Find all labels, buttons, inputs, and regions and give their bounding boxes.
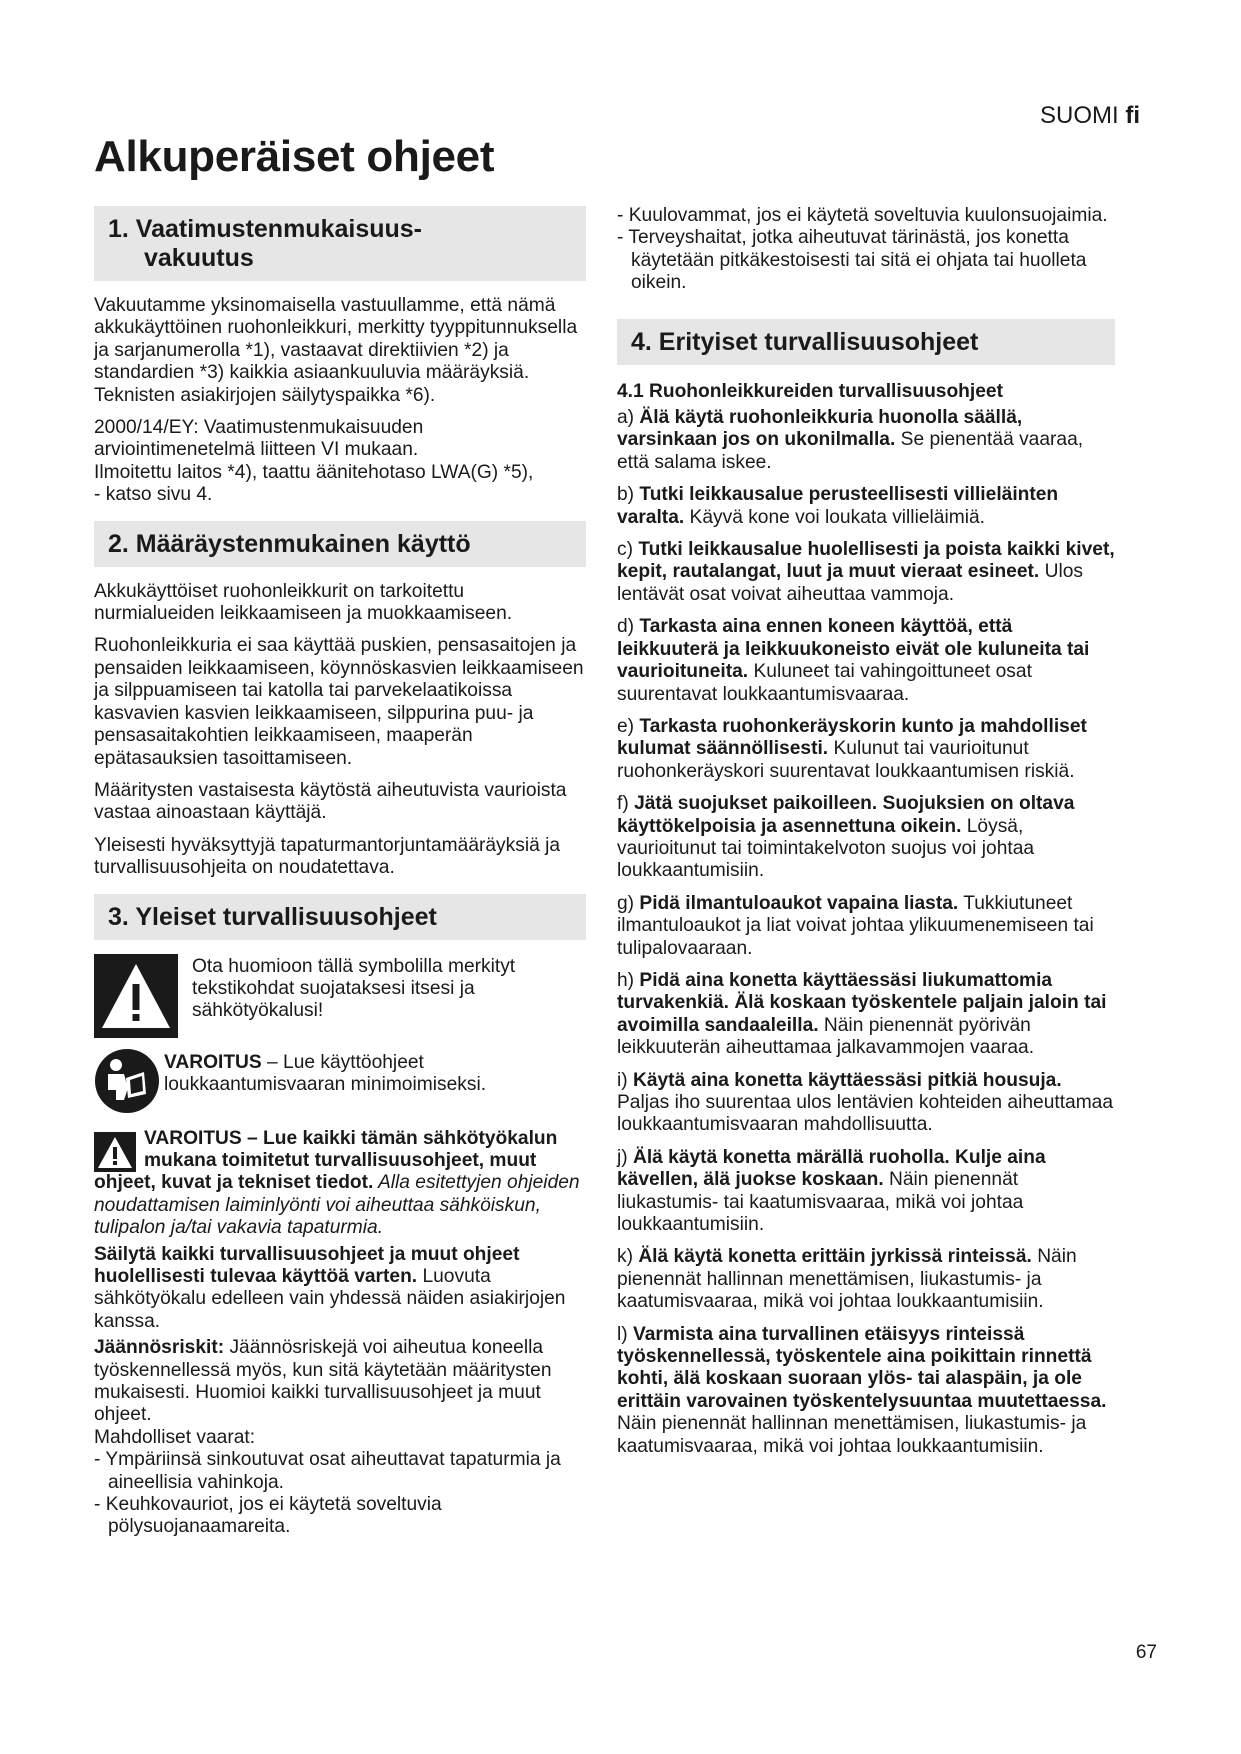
item-prefix: a) xyxy=(617,407,640,429)
section-4-1-heading: 4.1 Ruohonleikkureiden turvallisuusohjeet xyxy=(617,380,1003,402)
item-text: Näin pienennät hallinnan menettämisen, liukastumis- ja kaatumisvaaraa, mikä voi johtaa loukkaantumisiin. xyxy=(617,1246,1077,1313)
residual-risks-text: Jäännösriskejä voi aiheutua koneella työskennellessä myös, kun sitä käytetään määritysten mukaisesti. Huomioi kaikki turvallisuusohjeet ja muut ohjeet. xyxy=(94,1337,552,1426)
safety-item-a xyxy=(617,407,1115,474)
item-bold: Tarkasta ruohonkeräyskorin kunto ja mahdolliset kulumat säännöllisesti. xyxy=(617,715,1087,760)
item-text: Näin pienennät pyörivän leikkuuterän aiheuttamaa jalkavammojen vaaraa. xyxy=(617,1014,1035,1059)
general-warning-paragraph xyxy=(94,1128,586,1240)
item-prefix: d) xyxy=(617,616,640,638)
item-prefix: i) xyxy=(617,1069,633,1091)
notified-body-line: Ilmoitettu laitos *4), taattu äänitehotaso LWA(G) *5), xyxy=(94,461,534,483)
section-1-heading-line1: 1. Vaatimustenmukaisuus- xyxy=(108,215,423,243)
section-3-heading: 3. Yleiset turvallisuusohjeet xyxy=(94,894,586,940)
keep-instructions-text: Luovuta sähkötyökalu edelleen vain yhdessä näiden asiakirjojen kanssa. xyxy=(94,1265,566,1332)
safety-item-i xyxy=(617,1070,1115,1137)
warning-small-icon xyxy=(94,1132,136,1172)
item-bold: Tarkasta aina ennen koneen käyttöä, että leikkuuterä ja leikkuukoneisto eivät ole kuluneita tai vaurioituneita. xyxy=(617,616,1090,683)
keep-instructions-bold: Säilytä kaikki turvallisuusohjeet ja muut ohjeet huolellisesti tulevaa käyttöä varten. xyxy=(94,1243,520,1287)
directive-line: 2000/14/EY: Vaatimustenmukaisuuden arviointimenetelmä liitteen VI mukaan. xyxy=(94,417,424,461)
section-2-paragraph-4: Yleisesti hyväksyttyjä tapaturmantorjuntamääräyksiä ja turvallisuusohjeita on noudatettava. xyxy=(94,834,561,879)
warning-symbol-block xyxy=(94,954,586,1036)
item-prefix: c) xyxy=(617,539,639,561)
section-1-paragraph: Vakuutamme yksinomaisella vastuullamme, että nämä akkukäyttöinen ruohonleikkuri, merkitty tyyppitunnuksella ja sarjanumerolla *1), vastaavat direktiivien *2) ja standardien *3) kaikkia asiaankuuluvia määräyksiä. Teknisten asiakirjojen säilytyspaikka *6). xyxy=(94,295,578,406)
item-bold: Tutki leikkausalue huolellisesti ja poista kaikki kivet, kepit, rautalangat, luut ja muut vieraat esineet. xyxy=(617,539,1115,583)
read-warning-text: – Lue käyttöohjeet loukkaantumisvaaran minimoimiseksi. xyxy=(164,1051,487,1095)
safety-item-j xyxy=(617,1147,1115,1237)
section-1-heading xyxy=(94,206,586,281)
safety-item-d xyxy=(617,616,1115,706)
general-warning-italic: Alla esitettyjen ohjeiden noudattamisen laiminlyönti voi aiheuttaa sähköiskun, tulipalon ja/tai vakavia tapaturmia. xyxy=(94,1172,580,1239)
residual-risks-paragraph xyxy=(94,1337,586,1427)
see-page-line: - katso sivu 4. xyxy=(94,484,213,506)
item-text: Ulos lentävät osat voivat aiheuttaa vammoja. xyxy=(617,561,1083,605)
language-label xyxy=(1040,102,1140,130)
item-prefix: h) xyxy=(617,969,640,991)
item-text: Tukkiutuneet ilmantuloaukot ja liat voivat johtaa ylikuumenemiseen tai tulipalovaaraan. xyxy=(617,892,1094,959)
item-bold: Käytä aina konetta käyttäessäsi pitkiä housuja. xyxy=(632,1069,1062,1091)
item-prefix: j) xyxy=(617,1146,633,1168)
item-bold: Tutki leikkausalue perusteellisesti villieläinten varalta. xyxy=(617,484,1059,528)
read-manual-block xyxy=(94,1048,586,1118)
read-warning-label: VAROITUS xyxy=(164,1051,262,1073)
section-2-paragraph-2: Ruohonleikkuria ei saa käyttää puskien, pensasaitojen ja pensaiden leikkaamiseen, köynnöskasvien leikkaamiseen ja silppuamiseen tai katolla tai parvekelaatikoissa kasvavien kasvien leikkaamiseen, silppurina puu- ja pensasaitakohtien leikkaamiseen, maaperän epätasauksien tasoittamiseen. xyxy=(94,635,584,769)
item-text: Näin pienennät hallinnan menettämisen, liukastumis- ja kaatumisvaaraa, mikä voi johtaa loukkaantumisiin. xyxy=(617,1413,1087,1457)
section-2-paragraph-1: Akkukäyttöiset ruohonleikkurit on tarkoitettu nurmialueiden leikkaamiseen ja muokkaamiseen. xyxy=(94,580,513,625)
section-2-heading: 2. Määräystenmukainen käyttö xyxy=(94,521,586,567)
hazards-label: Mahdolliset vaarat: xyxy=(94,1426,256,1448)
item-bold: Jätä suojukset paikoilleen. Suojuksien on oltava käyttökelpoisia ja asennettuna oikein. xyxy=(617,793,1075,837)
read-manual-icon xyxy=(94,1048,160,1114)
left-column xyxy=(94,206,586,1539)
safety-item-e xyxy=(617,716,1115,783)
safety-item-b xyxy=(617,484,1115,529)
hazard-item: - Terveyshaitat, jotka aiheutuvat tärinästä, jos konetta käytetään pitkäkestoisesti tai sitä ei ohjata tai huolleta oikein. xyxy=(617,227,1087,294)
section-2-paragraph-3: Määritysten vastaisesta käytöstä aiheutuvista vaurioista vastaa ainoastaan käyttäjä. xyxy=(94,779,567,824)
keep-instructions-paragraph xyxy=(94,1244,586,1334)
right-column xyxy=(617,205,1115,1468)
item-bold: Älä käytä ruohonleikkuria huonolla säällä, varsinkaan jos on ukonilmalla. xyxy=(617,407,1023,451)
safety-item-k xyxy=(617,1246,1115,1313)
item-prefix: e) xyxy=(617,715,640,737)
language-code: fi xyxy=(1125,102,1140,129)
page-title: Alkuperäiset ohjeet xyxy=(94,132,495,181)
item-text: Kuluneet tai vahingoittuneet osat suurentavat loukkaantumisvaaraa. xyxy=(617,661,1032,705)
warning-triangle-icon xyxy=(94,954,178,1038)
language-name: SUOMI xyxy=(1039,102,1119,129)
item-prefix: k) xyxy=(617,1246,639,1268)
safety-item-c xyxy=(617,539,1115,606)
section-1-directive xyxy=(94,417,586,507)
item-prefix: g) xyxy=(617,892,640,914)
read-manual-text xyxy=(164,1048,586,1097)
hazard-item: - Keuhkovauriot, jos ei käytetä soveltuvia pölysuojanaamareita. xyxy=(94,1494,442,1538)
item-text: Näin pienennät liukastumis- tai kaatumisvaaraa, mikä voi johtaa loukkaantumisiin. xyxy=(617,1169,1024,1236)
general-warning-bold: VAROITUS – Lue kaikki tämän sähkötyökalun mukana toimitetut turvallisuusohjeet, muut ohjeet, kuvat ja tekniset tiedot. xyxy=(94,1127,558,1194)
item-text: Kulunut tai vaurioitunut ruohonkeräyskori suurentavat loukkaantumisen riskiä. xyxy=(617,738,1075,782)
item-prefix: b) xyxy=(617,484,640,506)
safety-item-g xyxy=(617,893,1115,960)
page-number: 67 xyxy=(1135,1642,1157,1663)
item-text: Paljas iho suurentaa ulos lentävien kohteiden aiheuttamaa loukkaantumisvaaran mahdollisuutta. xyxy=(617,1092,1114,1136)
hazard-item: - Ympäriinsä sinkoutuvat osat aiheuttavat tapaturmia ja aineellisia vahinkoja. xyxy=(94,1449,561,1493)
section-4-heading: 4. Erityiset turvallisuusohjeet xyxy=(617,319,1115,365)
safety-item-f xyxy=(617,793,1115,883)
item-text: Löysä, vaurioitunut tai toimintakelvoton suojus voi johtaa loukkaantumisiin. xyxy=(617,815,1035,882)
item-prefix: f) xyxy=(617,793,635,815)
item-text: Käyvä kone voi loukata villieläimiä. xyxy=(684,506,985,528)
safety-item-l xyxy=(617,1324,1115,1458)
residual-risks-label: Jäännösriskit: xyxy=(94,1337,225,1359)
item-bold: Älä käytä konetta märällä ruoholla. Kulje aina kävellen, älä juokse koskaan. xyxy=(617,1146,1046,1191)
item-text: Se pienentää vaaraa, että salama iskee. xyxy=(617,429,1084,473)
safety-item-h xyxy=(617,970,1115,1060)
warning-symbol-text: Ota huomioon tällä symbolilla merkityt tekstikohdat suojataksesi itsesi ja sähkötyökalusi! xyxy=(192,955,516,1022)
section-1-heading-line2: vakuutus xyxy=(144,244,254,272)
item-bold: Varmista aina turvallinen etäisyys rinteissä työskennellessä, työskentele aina poikittain rinnettä kohti, älä koskaan suoraan ylös- tai alaspäin, ja ole erittäin varovainen työskentelysuuntaa muutettaessa. xyxy=(617,1323,1107,1412)
hazard-item: - Kuulovammat, jos ei käytetä soveltuvia kuulonsuojaimia. xyxy=(617,205,1108,226)
item-bold: Pidä ilmantuloaukot vapaina liasta. xyxy=(639,892,959,914)
item-prefix: l) xyxy=(617,1323,633,1345)
item-bold: Älä käytä konetta erittäin jyrkissä rinteissä. xyxy=(638,1246,1032,1268)
item-bold: Pidä aina konetta käyttäessäsi liukumattomia turvakenkiä. Älä koskaan työskentele paljain jaloin tai avoimilla sandaaleilla. xyxy=(617,969,1107,1036)
